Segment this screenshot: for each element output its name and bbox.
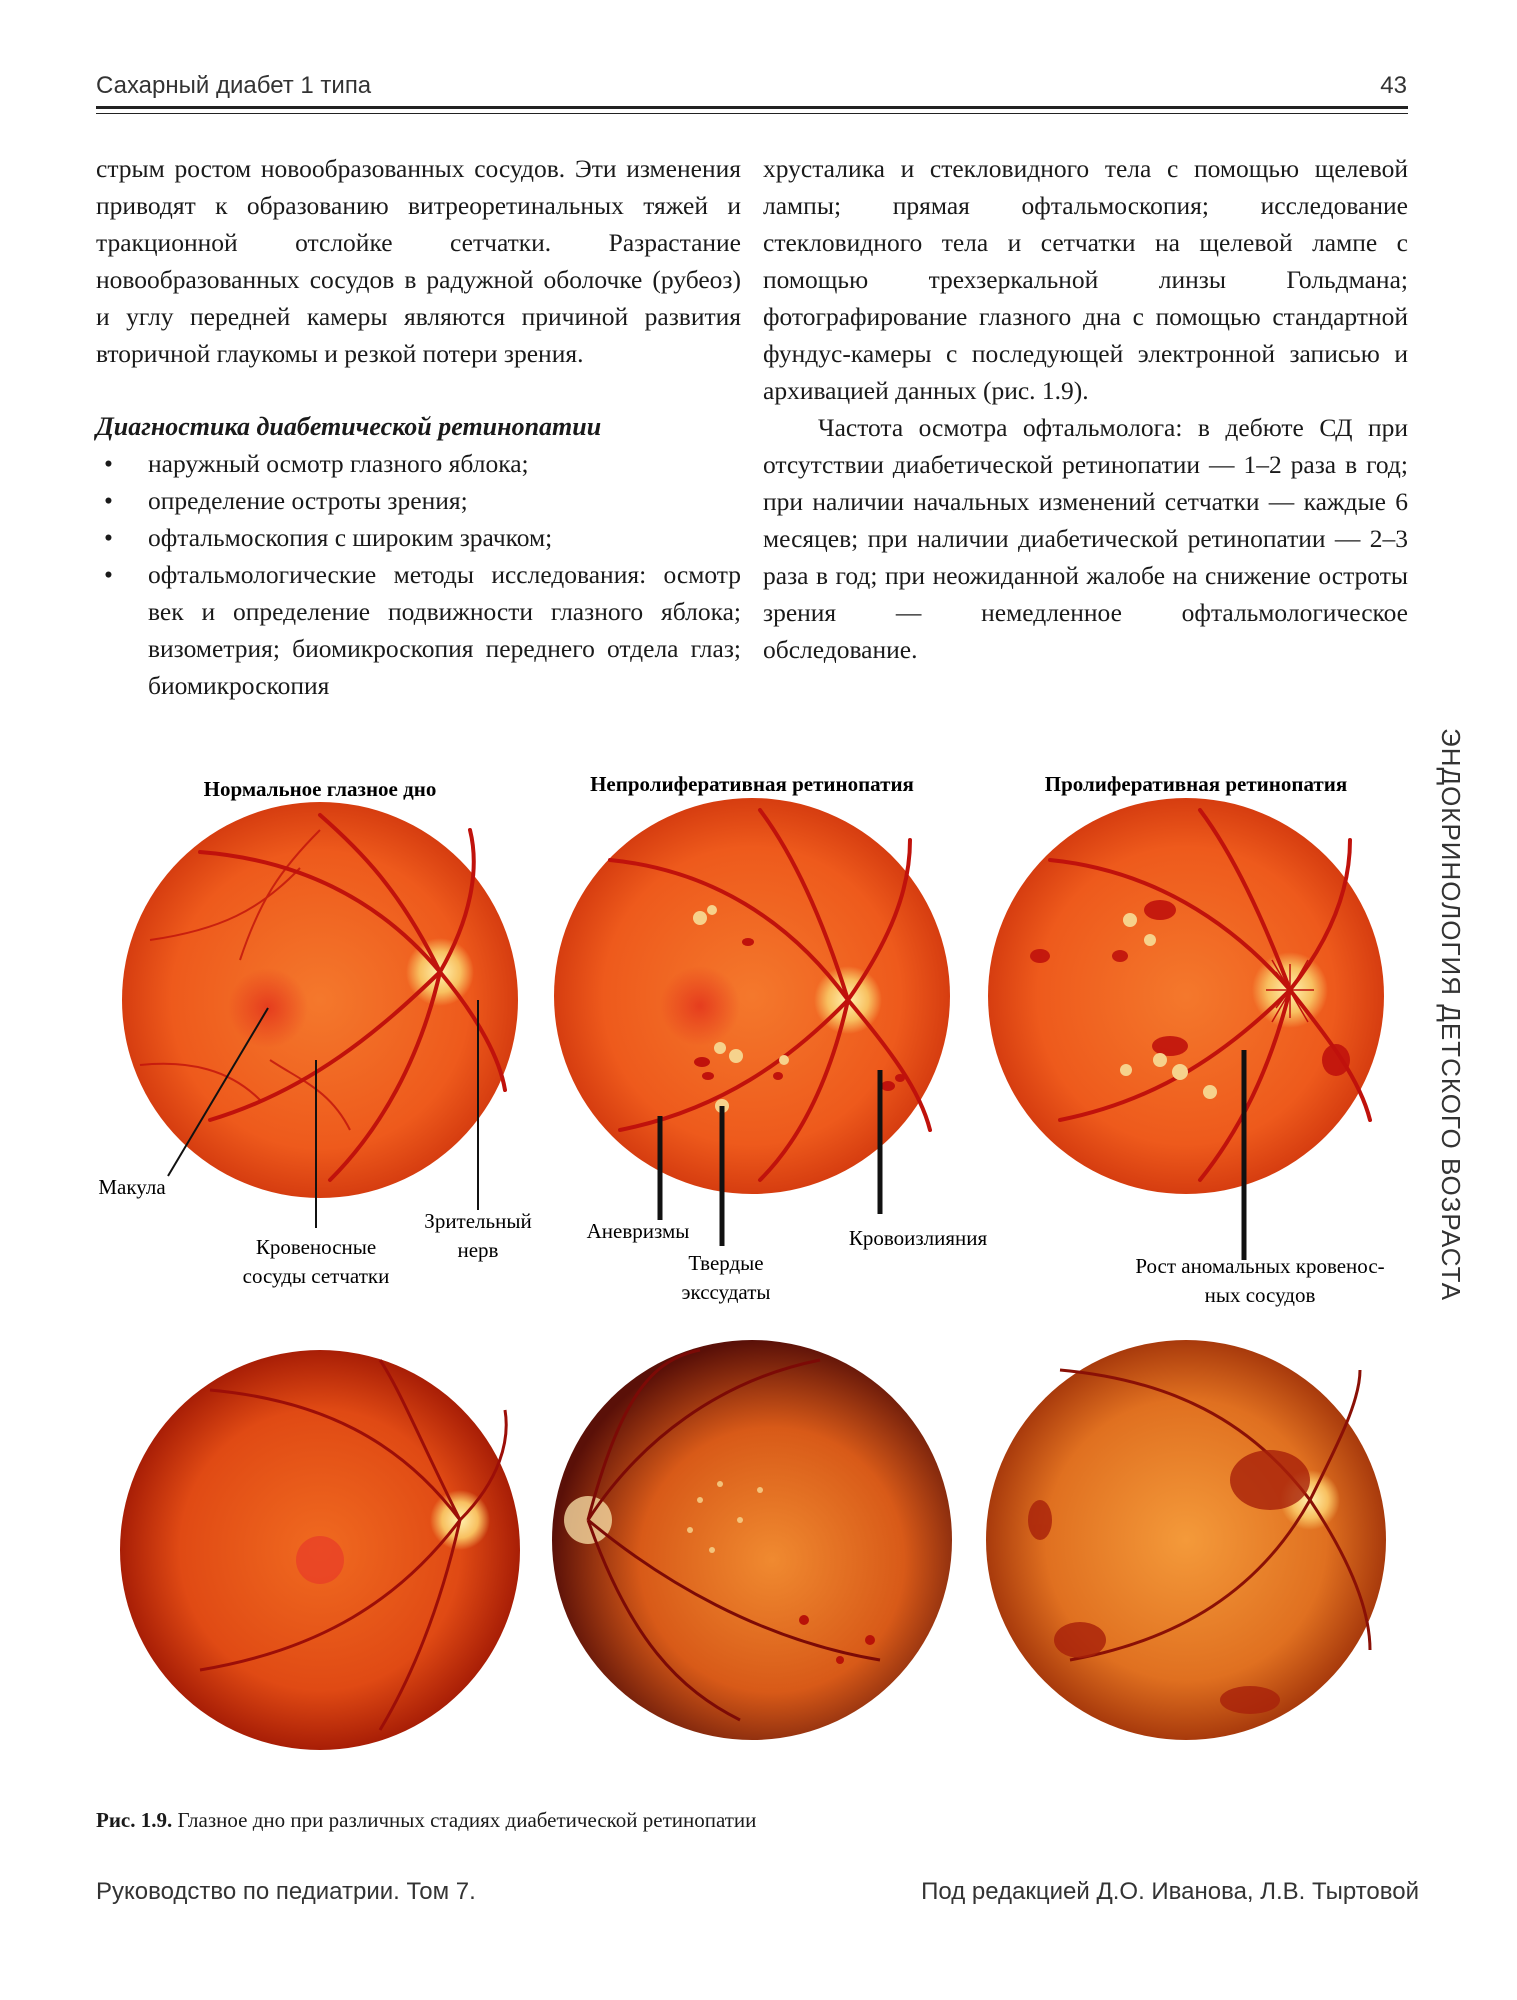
label-aneurysms: Аневризмы <box>586 1219 690 1243</box>
label-vessels-2: сосуды сетчатки <box>242 1264 390 1288</box>
fundus-illustration-normal <box>122 802 518 1198</box>
list-item: • определение остроты зрения; <box>96 482 741 519</box>
label-abnormal-vessels-1: Рост аномальных кровенос- <box>1135 1254 1385 1278</box>
list-item: • офтальмоскопия с широким зрачком; <box>96 519 741 556</box>
left-column <box>96 150 741 704</box>
list-item: • наружный осмотр глазного яблока; <box>96 445 741 482</box>
label-vessels-1: Кровеносные <box>255 1235 377 1259</box>
fundus-illustration-pdr <box>988 798 1384 1194</box>
page-number: 43 <box>1380 72 1407 99</box>
panel-title-pdr: Пролиферативная ретинопатия <box>1044 772 1348 796</box>
fundus-illustration-npdr <box>554 798 950 1194</box>
fundus-photo-npdr <box>552 1340 952 1740</box>
left-paragraph: стрым ростом новообразованных сосудов. Эти изменения приводят к образованию витреоретинальных тяжей и тракционной отслойке сетчатки. Разрастание новообразованных сосудов в радужной оболочке (рубеоз) и углу передней камеры являются причиной развития вторичной глаукомы и резкой потери зрения. <box>96 154 741 368</box>
header-rule-thin <box>96 113 1408 114</box>
diagnostics-list <box>96 445 741 704</box>
side-label-text: ЭНДОКРИНОЛОГИЯ ДЕТСКОГО ВОЗРАСТА <box>1436 728 1466 1302</box>
label-exudates-2: экссудаты <box>681 1280 771 1304</box>
caption-prefix: Рис. 1.9. <box>96 1808 173 1832</box>
figure-caption <box>96 1808 756 1833</box>
footer-right: Под редакцией Д.О. Иванова, Л.В. Тыртовой <box>921 1878 1419 1905</box>
label-optic-nerve-1: Зрительный <box>424 1209 532 1233</box>
section-heading: Диагностика диабетической ретинопатии <box>96 412 602 441</box>
right-column <box>763 150 1408 668</box>
panel-title-normal: Нормальное глазное дно <box>203 777 437 801</box>
running-title: Сахарный диабет 1 типа <box>96 72 372 99</box>
label-optic-nerve-2: нерв <box>457 1238 499 1262</box>
label-hemorrhages: Кровоизлияния <box>848 1226 988 1250</box>
header-rule <box>96 106 1408 109</box>
right-paragraph-1: хрусталика и стекловидного тела с помощью щелевой лампы; прямая офтальмоскопия; исследование стекловидного тела и сетчатки на щелевой лампе с помощью трехзеркальной линзы Гольдмана; фотографирование глазного дна с помощью стандартной фундус-камеры с последующей электронной записью и архивацией данных (рис. 1.9). <box>763 154 1408 405</box>
retinopathy-figure <box>0 760 1517 1800</box>
list-item: • офтальмологические методы исследования: осмотр век и определение подвижности глазного яблока; визометрия; биомикроскопия переднего отдела глаз; биомикроскопия <box>96 556 741 704</box>
right-paragraph-2: Частота осмотра офтальмолога: в дебюте СД при отсутствии диабетической ретинопатии — 1–2 раза в год; при наличии начальных изменений сетчатки — каждые 6 месяцев; при наличии диабетической ретинопатии — 2–3 раза в год; при неожиданной жалобе на снижение остроты зрения — немедленное офтальмологическое обследование. <box>763 413 1408 664</box>
label-abnormal-vessels-2: ных сосудов <box>1204 1283 1316 1307</box>
fundus-photo-pdr <box>986 1340 1386 1740</box>
fundus-photo-normal <box>120 1350 520 1750</box>
label-macula: Макула <box>98 1175 166 1199</box>
footer-left: Руководство по педиатрии. Том 7. <box>96 1878 476 1905</box>
caption-text: Глазное дно при различных стадиях диабетической ретинопатии <box>177 1808 757 1832</box>
panel-title-npdr: Непролиферативная ретинопатия <box>590 772 914 796</box>
label-exudates-1: Твердые <box>688 1251 764 1275</box>
